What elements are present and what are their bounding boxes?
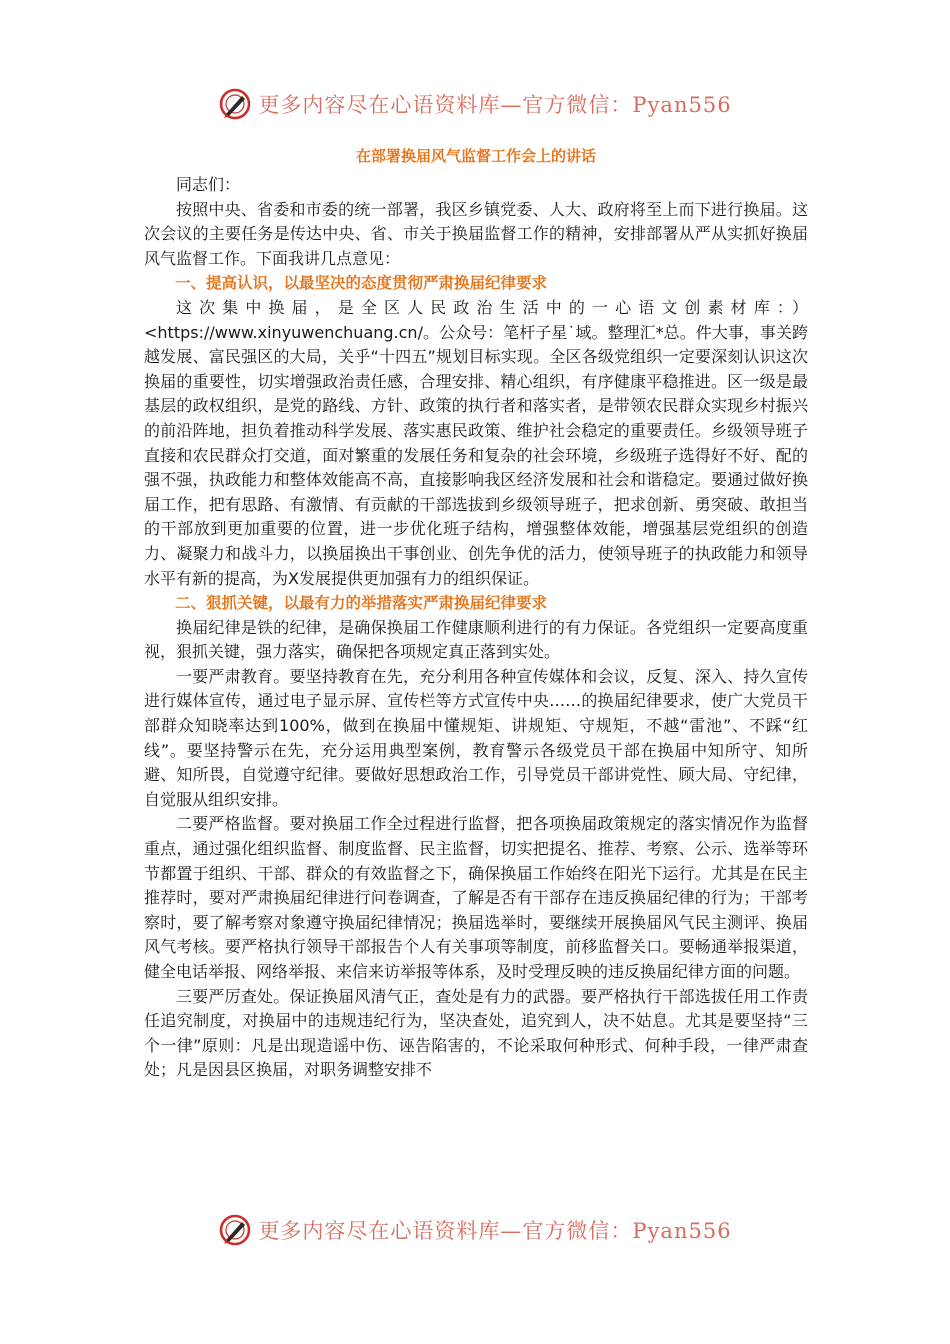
header-banner — [0, 82, 950, 126]
banner-text-footer: 更多内容尽在心语资料库—官方微信：Pyan556 — [258, 1219, 732, 1243]
document-body — [144, 143, 808, 1083]
greeting: 同志们： — [176, 175, 241, 194]
banner-text: 更多内容尽在心语资料库—官方微信：Pyan556 — [258, 93, 732, 117]
intro-paragraph: 按照中央、省委和市委的统一部署，我区乡镇党委、人大、政府将至上而下进行换届。这次会议的主要任务是传达中央、省、市关于换届监督工作的精神，安排部署从严从实抓好换届风气监督工作。下面我讲几点意见： — [144, 199, 808, 268]
paragraph-1: 这次集中换届，是全区人民政治生活中的一心语文创素材库：）<https://www.xinyuwenchuang.cn/。公众号：笔杆子星˙域。整理汇*总。件大事，事关跨越发展、富民强区的大局，关乎“十四五”规划目标实现。全区各级党组织一定要深刻认识这次换届的重要性，切实增强政治责任感，合理安排、精心组织，有序健康平稳推进。区一级是最基层的政权组织，是党的路线、方针、政策的执行者和落实者，是带领农民群众实现乡村振兴的前沿阵地，担负着推动科学发展、落实惠民政策、维护社会稳定的重要责任。乡级领导班子直接和农民群众打交道，面对繁重的发展任务和复杂的社会环境，乡级班子选得好不好、配的强不强，执政能力和整体效能高不高，直接影响我区经济发展和社会和谐稳定。要通过做好换届工作，把有思路、有激情、有贡献的干部选拔到乡级领导班子，把求创新、勇突破、敢担当的干部放到更加重要的位置，进一步优化班子结构，增强整体效能，增强基层党组织的创造力、凝聚力和战斗力，以换届换出干事创业、创先争优的活力，使领导班子的执政能力和领导水平有新的提高，为X发展提供更加强有力的组织保证。 — [144, 297, 808, 588]
pen-circle-logo-icon — [218, 87, 252, 121]
section-heading-1: 一、提高认识，以最坚决的态度贯彻严肃换届纪律要求 — [175, 274, 548, 293]
section-heading-2: 二、狠抓关键，以最有力的举措落实严肃换届纪律要求 — [175, 594, 548, 613]
document-title: 在部署换届风气监督工作会上的讲话 — [355, 147, 596, 165]
paragraph-4: 二要严格监督。要对换届工作全过程进行监督，把各项换届政策规定的落实情况作为监督重点，通过强化组织监督、制度监督、民主监督，切实把提名、推荐、考察、公示、选举等环节都置于组织、干部、群众的有效监督之下，确保换届工作始终在阳光下运行。尤其是在民主推荐时，要对严肃换届纪律进行问卷调查，了解是否有干部存在违反换届纪律的行为；干部考察时，要了解考察对象遵守换届纪律情况；换届选举时，要继续开展换届风气民主测评、换届风气考核。要严格执行领导干部报告个人有关事项等制度，前移监督关口。要畅通举报渠道，健全电话举报、网络举报、来信来访举报等体系，及时受理反映的违反换届纪律方面的问题。 — [144, 814, 808, 981]
paragraph-2: 换届纪律是铁的纪律，是确保换届工作健康顺利进行的有力保证。各党组织一定要高度重视，狠抓关键，强力落实，确保把各项规定真正落到实处。 — [144, 617, 808, 662]
paragraph-5: 三要严厉查处。保证换届风清气正，查处是有力的武器。要严格执行干部选拔任用工作责任追究制度，对换届中的违规违纪行为，坚决查处，追究到人，决不姑息。尤其是要坚持“三个一律”原则：凡是出现造谣中伤、诬告陷害的，不论采取何种形式、何种手段，一律严肃查处；凡是因县区换届，对职务调整安排不 — [144, 986, 808, 1080]
pen-circle-logo-icon — [218, 1213, 252, 1247]
footer-banner — [0, 1208, 950, 1252]
paragraph-3: 一要严肃教育。要坚持教育在先，充分利用各种宣传媒体和会议，反复、深入、持久宣传进行媒体宣传，通过电子显示屏、宣传栏等方式宣传中央……的换届纪律要求，使广大党员干部群众知晓率达到100%，做到在换届中懂规矩、讲规矩、守规矩，不越“雷池”、不踩“红线”。要坚持警示在先，充分运用典型案例，教育警示各级党员干部在换届中知所守、知所避、知所畏，自觉遵守纪律。要做好思想政治工作，引导党员干部讲党性、顾大局、守纪律，自觉服从组织安排。 — [144, 666, 808, 809]
